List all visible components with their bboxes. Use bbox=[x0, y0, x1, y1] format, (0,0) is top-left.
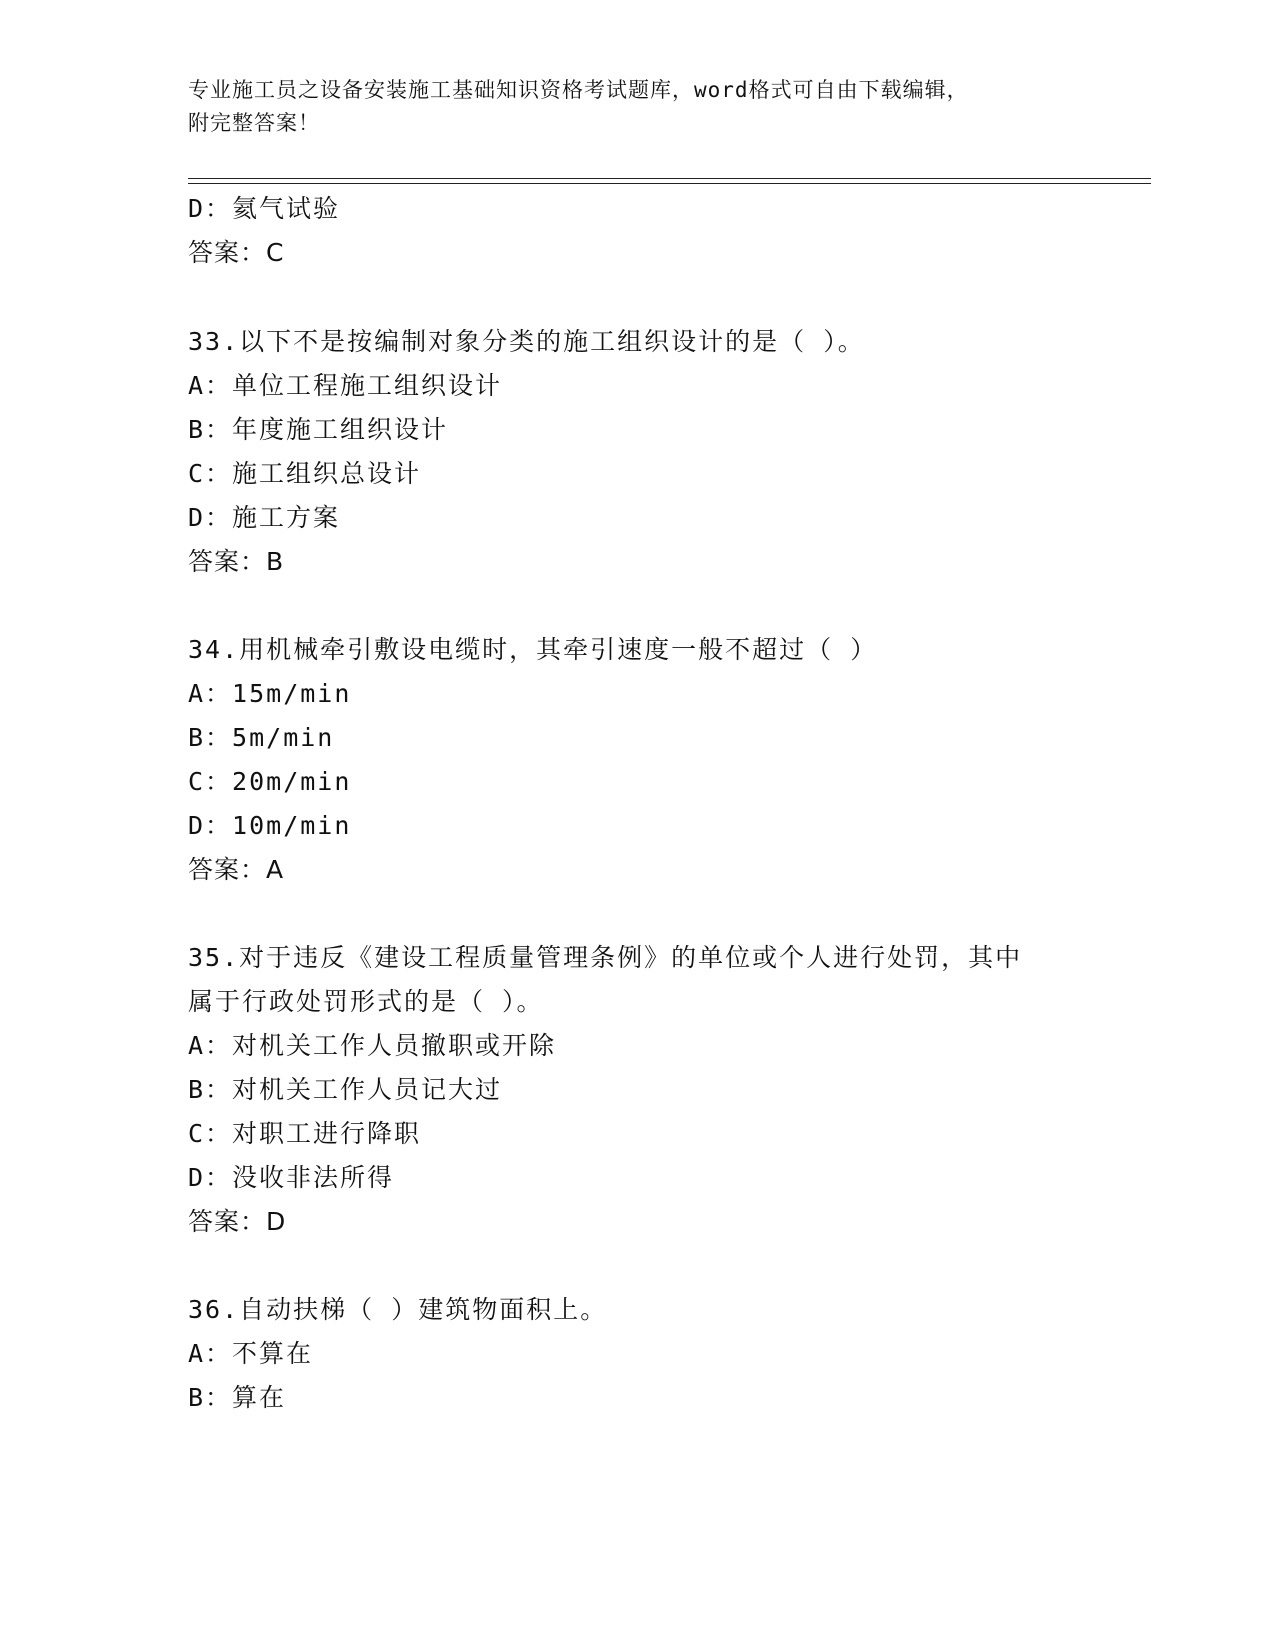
header-divider-bottom bbox=[188, 183, 1151, 184]
option-d-q32: D：氦气试验 bbox=[188, 194, 341, 223]
document-header bbox=[188, 74, 1068, 140]
header-line-2: 附完整答案！ bbox=[188, 111, 320, 135]
option-b-q36: B：算在 bbox=[188, 1383, 287, 1412]
option-c-q34: C：20m/min bbox=[188, 767, 352, 796]
answer-q34: 答案：A bbox=[188, 855, 285, 884]
question-36: 36.自动扶梯（ ）建筑物面积上。 bbox=[188, 1295, 608, 1324]
question-33: 33.以下不是按编制对象分类的施工组织设计的是（ ）。 bbox=[188, 327, 865, 356]
option-a-q36: A：不算在 bbox=[188, 1339, 314, 1368]
option-c-q35: C：对职工进行降职 bbox=[188, 1119, 422, 1148]
option-b-q33: B：年度施工组织设计 bbox=[188, 415, 449, 444]
option-c-q33: C：施工组织总设计 bbox=[188, 459, 422, 488]
question-34: 34.用机械牵引敷设电缆时，其牵引速度一般不超过（ ） bbox=[188, 635, 878, 664]
option-d-q33: D：施工方案 bbox=[188, 503, 341, 532]
option-a-q35: A：对机关工作人员撤职或开除 bbox=[188, 1031, 557, 1060]
option-d-q35: D：没收非法所得 bbox=[188, 1163, 395, 1192]
answer-q32: 答案：C bbox=[188, 238, 285, 267]
option-a-q33: A：单位工程施工组织设计 bbox=[188, 371, 503, 400]
option-a-q34: A：15m/min bbox=[188, 679, 352, 708]
header-divider-top bbox=[188, 178, 1151, 179]
question-35-line-1: 35.对于违反《建设工程质量管理条例》的单位或个人进行处罚，其中 bbox=[188, 943, 1023, 972]
option-b-q35: B：对机关工作人员记大过 bbox=[188, 1075, 503, 1104]
question-35-line-2: 属于行政处罚形式的是（ ）。 bbox=[188, 987, 544, 1016]
answer-q33: 答案：B bbox=[188, 547, 285, 576]
answer-q35: 答案：D bbox=[188, 1207, 287, 1236]
option-d-q34: D：10m/min bbox=[188, 811, 352, 840]
header-line-1: 专业施工员之设备安装施工基础知识资格考试题库，word格式可自由下载编辑， bbox=[188, 78, 969, 102]
option-b-q34: B：5m/min bbox=[188, 723, 335, 752]
